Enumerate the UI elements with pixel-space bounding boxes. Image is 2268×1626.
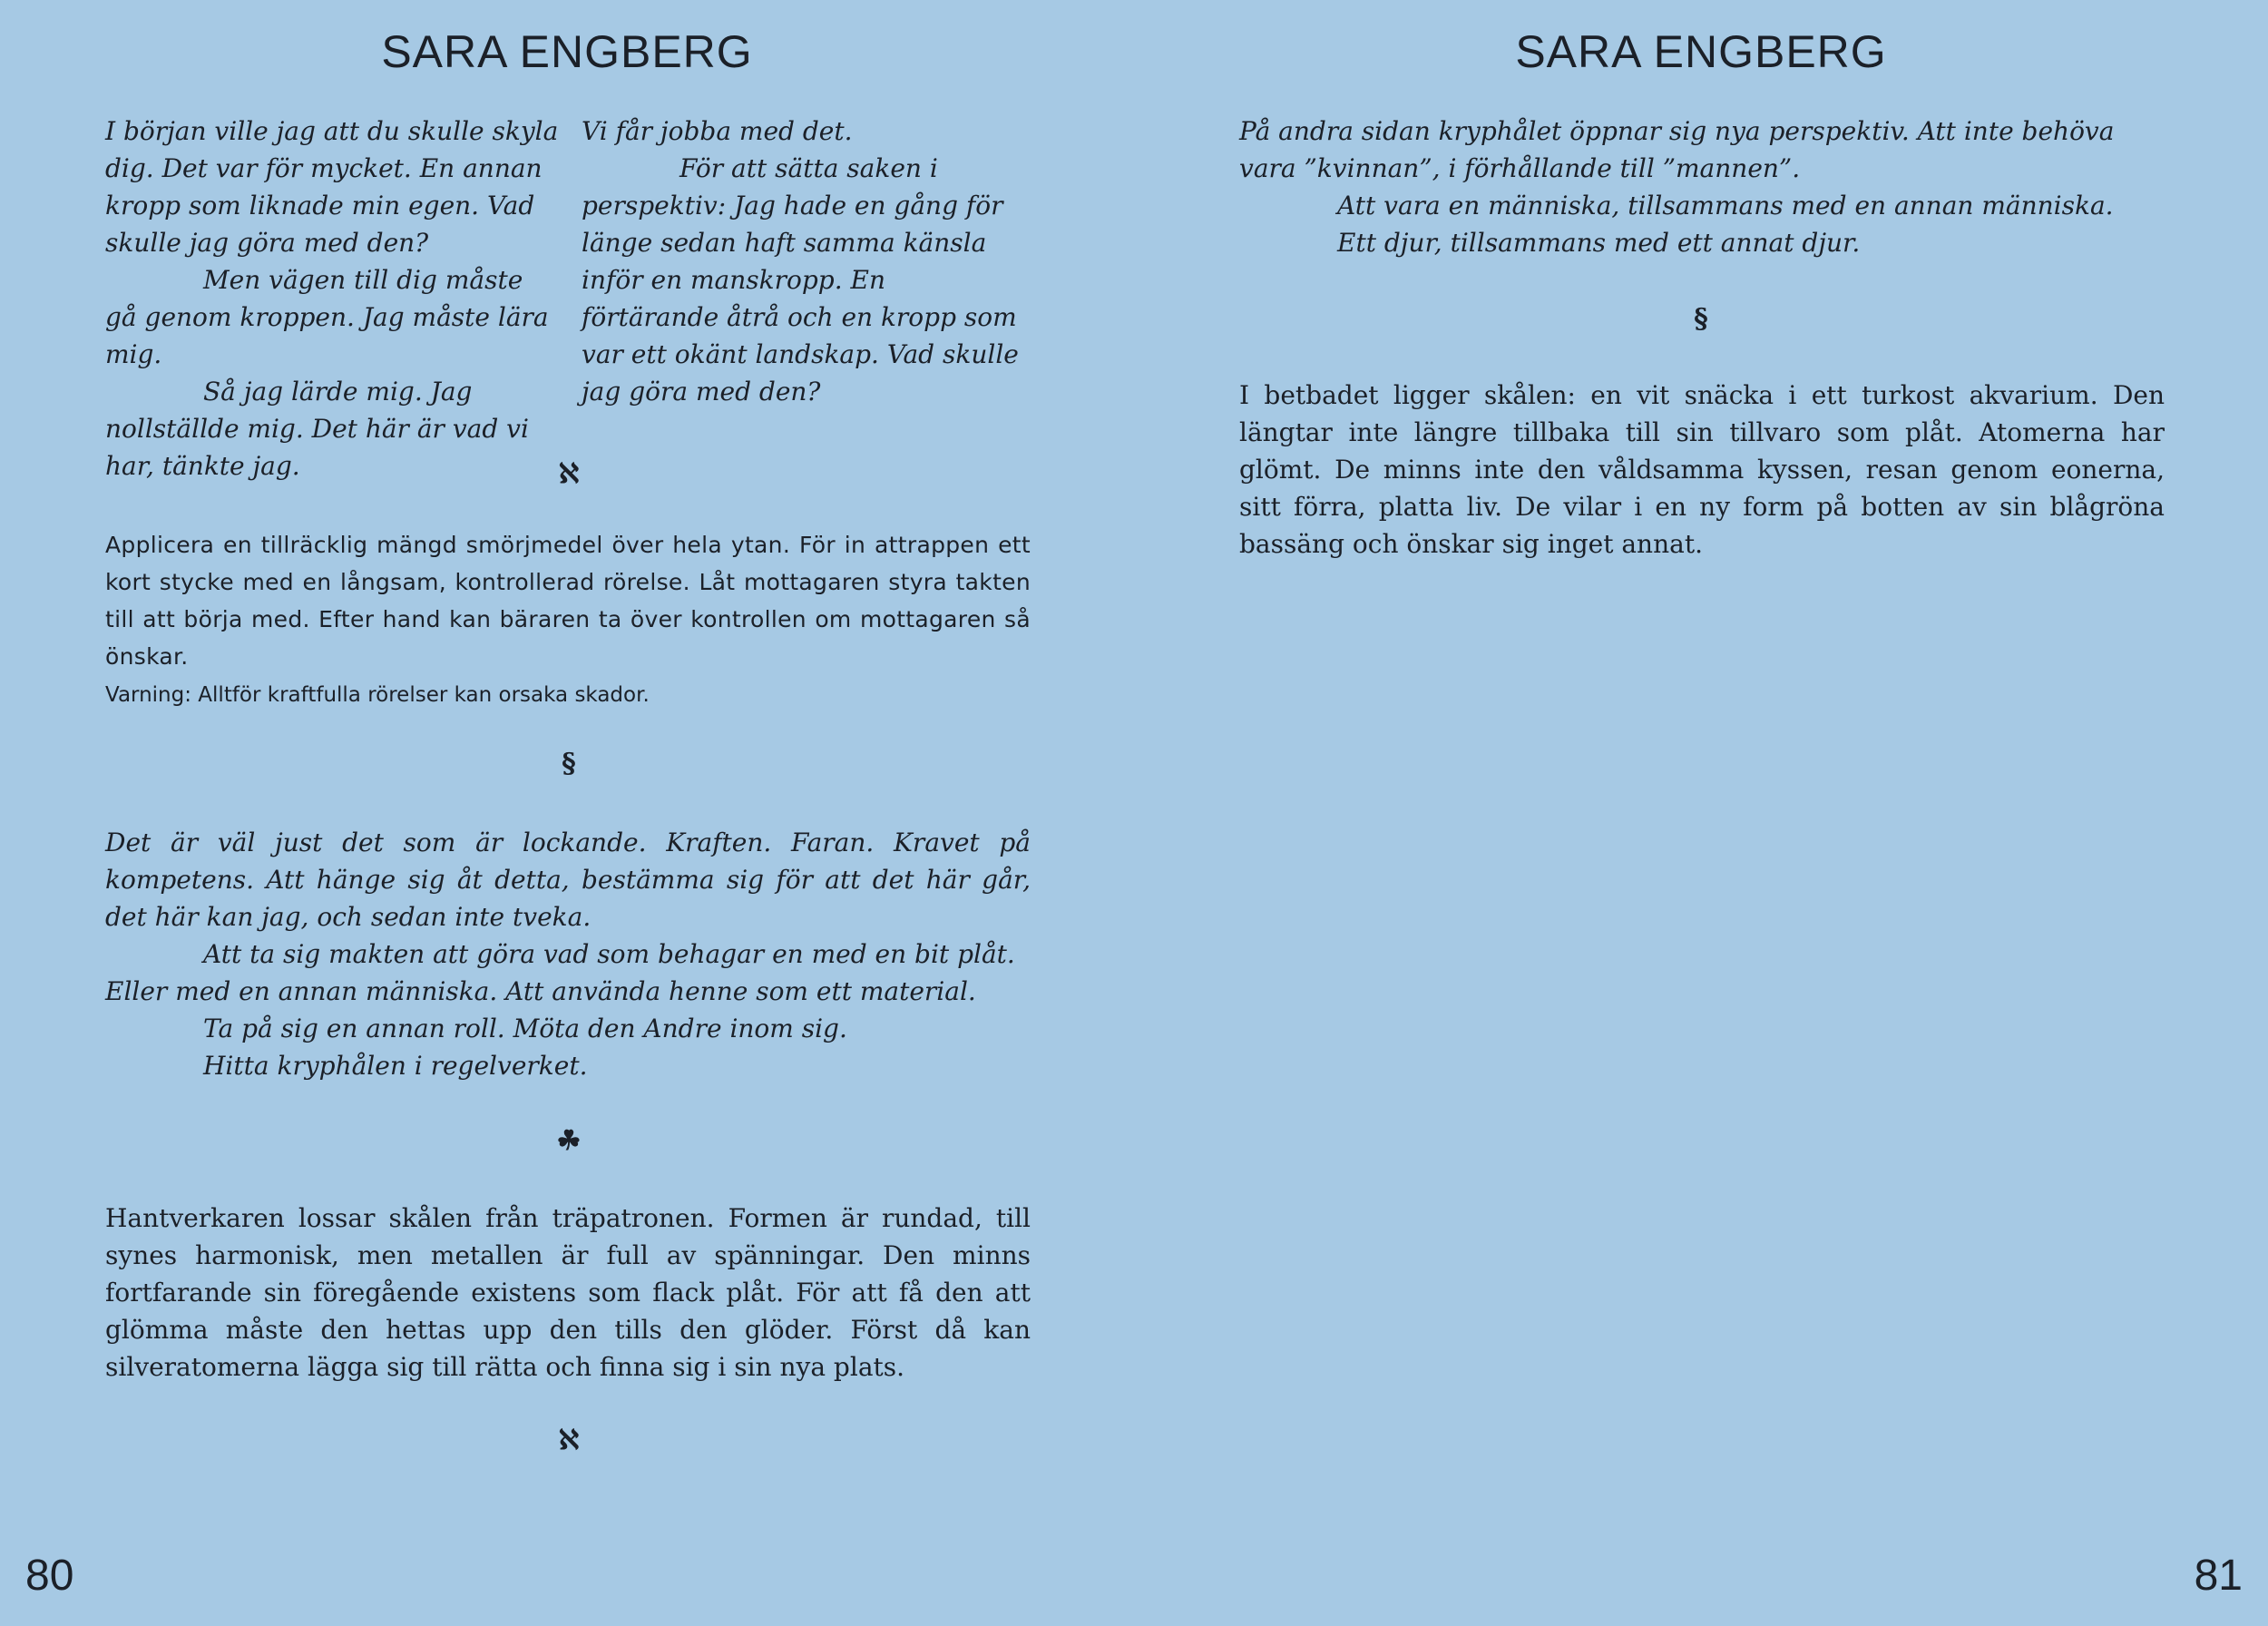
paragraph: Att ta sig makten att göra vad som behagar en med en bit plåt. Eller med en annan människa. Att använda henne som ett material. — [105, 939, 1015, 1006]
section-ornament: ℵ — [558, 1425, 580, 1456]
page-number: 81 — [2194, 1552, 2243, 1600]
paragraph: Vi får jobba med det. — [582, 116, 853, 146]
paragraph: Att vara en människa, tillsammans med en annan människa. — [1337, 191, 2114, 220]
paragraph: Ta på sig en annan roll. Möta den Andre inom sig. — [203, 1014, 847, 1043]
lure-block — [105, 824, 1031, 1084]
intro-column-right — [582, 113, 1031, 410]
running-head: SARA ENGBERG — [1515, 26, 1887, 77]
bowl-block — [1239, 377, 2165, 563]
instructions-text: Applicera en tillräcklig mängd smörjmedel över hela ytan. För in attrappen ett kort stycke med en långsam, kontrollerad rörelse. Låt mottagaren styra takten till att börja med. Efter hand kan bäraren ta över kontrollen om mottagaren så önskar. — [105, 532, 1031, 670]
section-ornament: ☘ — [556, 1125, 582, 1157]
intro-column-left — [105, 113, 559, 485]
paragraph: Så jag lärde mig. Jag nollställde mig. Det här är vad vi har, tänkte jag. — [105, 377, 529, 481]
section-ornament: § — [1694, 303, 1708, 335]
running-head: SARA ENGBERG — [381, 26, 753, 77]
paragraph: På andra sidan kryphålet öppnar sig nya perspektiv. Att inte behöva vara ”kvinnan”, i förhållande till ”mannen”. — [1239, 116, 2115, 183]
warning-text: Varning: Alltför kraftfulla rörelser kan orsaka skador. — [105, 683, 650, 707]
paragraph: I början ville jag att du skulle skyla dig. Det var för mycket. En annan kropp som liknade min egen. Vad skulle jag göra med den? — [105, 116, 559, 258]
section-ornament: ℵ — [558, 458, 580, 490]
paragraph: I betbadet ligger skålen: en vit snäcka i ett turkost akvarium. Den längtar inte längre tillbaka till sin tillvaro som plåt. Atomerna har glömt. De minns inte den våldsamma kyssen, resan genom eonerna, sitt förra, platta liv. De vilar i en ny form på botten av sin blågröna bassäng och önskar sig inget annat. — [1239, 380, 2165, 559]
right-page — [1134, 0, 2268, 1626]
craftsman-block — [105, 1200, 1031, 1386]
paragraph: Hantverkaren lossar skålen från träpatronen. Formen är rundad, till synes harmonisk, men metallen är full av spänningar. Den minns fortfarande sin föregående existens som flack plåt. För att få den att glömma måste den hettas upp den tills den glöder. Först då kan silveratomerna lägga sig till rätta och finna sig i sin nya plats. — [105, 1203, 1031, 1382]
paragraph: Det är väl just det som är lockande. Kraften. Faran. Kravet på kompetens. Att hänge sig åt detta, bestämma sig för att det här går, det här kan jag, och sedan inte tveka. — [105, 828, 1031, 932]
paragraph: Hitta kryphålen i regelverket. — [203, 1051, 588, 1081]
perspective-block — [1239, 113, 2165, 261]
paragraph: Men vägen till dig måste gå genom kroppen. Jag måste lära mig. — [105, 265, 549, 369]
paragraph: För att sätta saken i perspektiv: Jag hade en gång för länge sedan haft samma känsla inför en manskropp. En förtärande åtrå och en kropp som var ett okänt landskap. Vad skulle jag göra med den? — [582, 153, 1019, 406]
instructions-block — [105, 526, 1031, 675]
warning-block — [105, 677, 1031, 714]
page-number: 80 — [25, 1552, 74, 1600]
section-ornament: § — [562, 748, 576, 779]
paragraph: Ett djur, tillsammans med ett annat djur. — [1337, 228, 1861, 258]
